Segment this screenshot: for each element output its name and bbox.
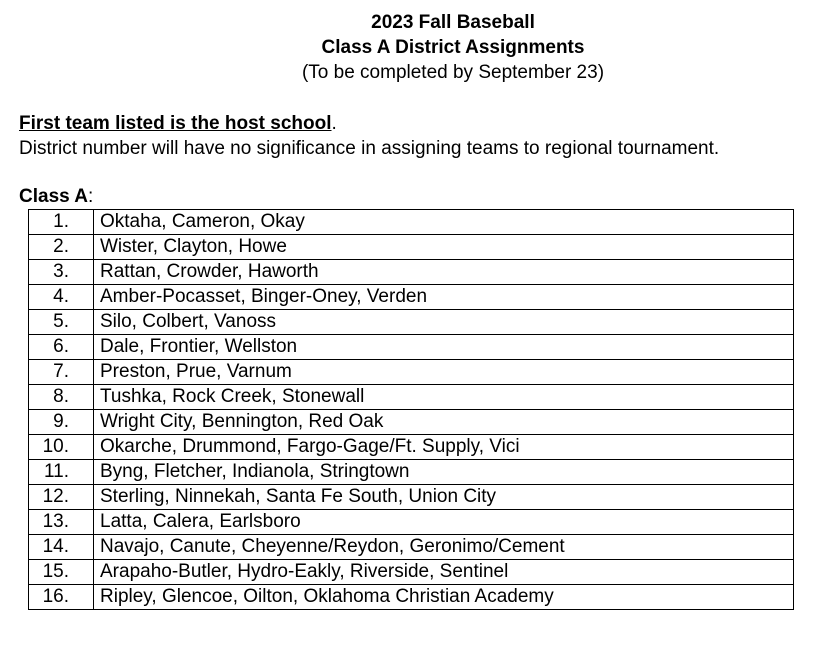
host-note-line (19, 111, 719, 136)
district-number: 5. (29, 310, 94, 335)
district-teams: Sterling, Ninnekah, Santa Fe South, Union City (94, 485, 794, 510)
district-number: 6. (29, 335, 94, 360)
district-row (29, 285, 794, 310)
district-number: 13. (29, 510, 94, 535)
district-teams: Amber-Pocasset, Binger-Oney, Verden (94, 285, 794, 310)
district-table (28, 209, 794, 610)
district-row (29, 460, 794, 485)
district-row (29, 585, 794, 610)
district-teams: Tushka, Rock Creek, Stonewall (94, 385, 794, 410)
district-number: 1. (29, 210, 94, 235)
district-teams: Byng, Fletcher, Indianola, Stringtown (94, 460, 794, 485)
district-row (29, 535, 794, 560)
district-row (29, 435, 794, 460)
district-teams: Oktaha, Cameron, Okay (94, 210, 794, 235)
district-teams: Preston, Prue, Varnum (94, 360, 794, 385)
district-number: 4. (29, 285, 94, 310)
district-number: 9. (29, 410, 94, 435)
district-teams: Ripley, Glencoe, Oilton, Oklahoma Christian Academy (94, 585, 794, 610)
district-row (29, 410, 794, 435)
notes-section (19, 111, 719, 161)
district-number: 2. (29, 235, 94, 260)
district-number: 10. (29, 435, 94, 460)
class-label: Class A (19, 186, 88, 207)
district-table-body (29, 210, 794, 610)
district-number: 15. (29, 560, 94, 585)
district-number: 14. (29, 535, 94, 560)
district-row (29, 210, 794, 235)
district-row (29, 510, 794, 535)
document-title: 2023 Fall Baseball (371, 12, 535, 33)
class-heading (19, 186, 93, 208)
district-row (29, 385, 794, 410)
district-row (29, 260, 794, 285)
significance-note: District number will have no significance in assigning teams to regional tournament. (19, 138, 720, 159)
district-number: 16. (29, 585, 94, 610)
district-teams: Dale, Frontier, Wellston (94, 335, 794, 360)
class-colon: : (88, 186, 94, 207)
district-teams: Latta, Calera, Earlsboro (94, 510, 794, 535)
district-number: 12. (29, 485, 94, 510)
district-teams: Silo, Colbert, Vanoss (94, 310, 794, 335)
district-teams: Rattan, Crowder, Haworth (94, 260, 794, 285)
district-row (29, 485, 794, 510)
district-teams: Arapaho-Butler, Hydro-Eakly, Riverside, Sentinel (94, 560, 794, 585)
district-row (29, 560, 794, 585)
district-teams: Navajo, Canute, Cheyenne/Reydon, Geronimo/Cement (94, 535, 794, 560)
district-row (29, 335, 794, 360)
document-subtitle: Class A District Assignments (321, 37, 585, 58)
document-header (0, 10, 828, 85)
host-note-period: . (331, 113, 337, 134)
district-number: 3. (29, 260, 94, 285)
district-teams: Wright City, Bennington, Red Oak (94, 410, 794, 435)
district-teams: Wister, Clayton, Howe (94, 235, 794, 260)
district-row (29, 235, 794, 260)
district-number: 8. (29, 385, 94, 410)
district-row (29, 360, 794, 385)
host-school-note: First team listed is the host school (19, 113, 332, 134)
district-number: 11. (29, 460, 94, 485)
district-row (29, 310, 794, 335)
district-teams: Okarche, Drummond, Fargo-Gage/Ft. Supply, Vici (94, 435, 794, 460)
district-number: 7. (29, 360, 94, 385)
deadline-note: (To be completed by September 23) (301, 62, 605, 83)
